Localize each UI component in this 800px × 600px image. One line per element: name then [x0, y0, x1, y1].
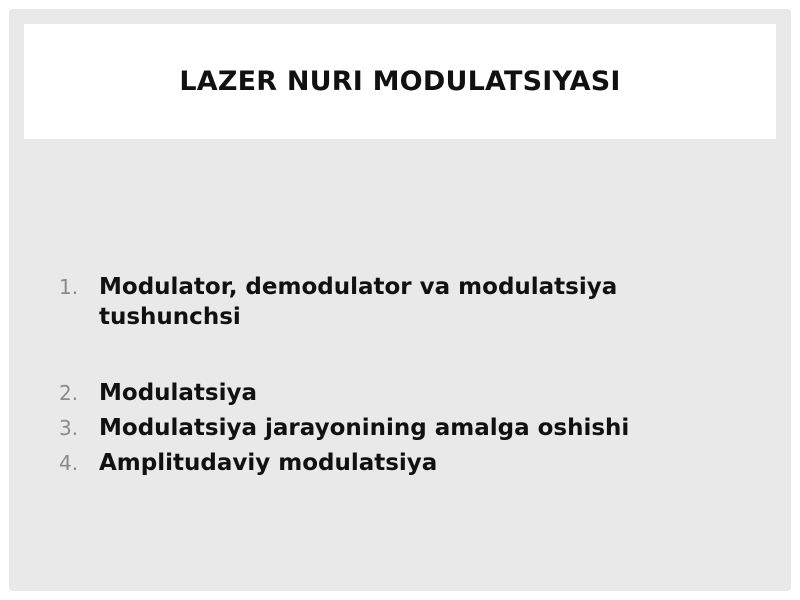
content-area	[59, 272, 719, 483]
list-number: 1.	[59, 275, 79, 299]
slide-title: LAZER NURI MODULATSIYASI	[179, 66, 621, 97]
list-item	[59, 448, 719, 478]
list-item	[59, 378, 719, 408]
topic-list	[59, 272, 719, 478]
list-number: 4.	[59, 451, 79, 475]
list-item-text: Amplitudaviy modulatsiya	[99, 450, 438, 476]
title-box	[24, 24, 776, 139]
list-number: 2.	[59, 381, 79, 405]
slide	[9, 9, 791, 591]
list-item-text: Modulator, demodulator va modulatsiya tushunchsi	[99, 274, 618, 330]
list-number: 3.	[59, 416, 79, 440]
list-item-text: Modulatsiya jarayonining amalga oshishi	[99, 415, 630, 441]
list-item-text: Modulatsiya	[99, 380, 258, 406]
list-item	[59, 413, 719, 443]
list-item	[59, 272, 719, 332]
